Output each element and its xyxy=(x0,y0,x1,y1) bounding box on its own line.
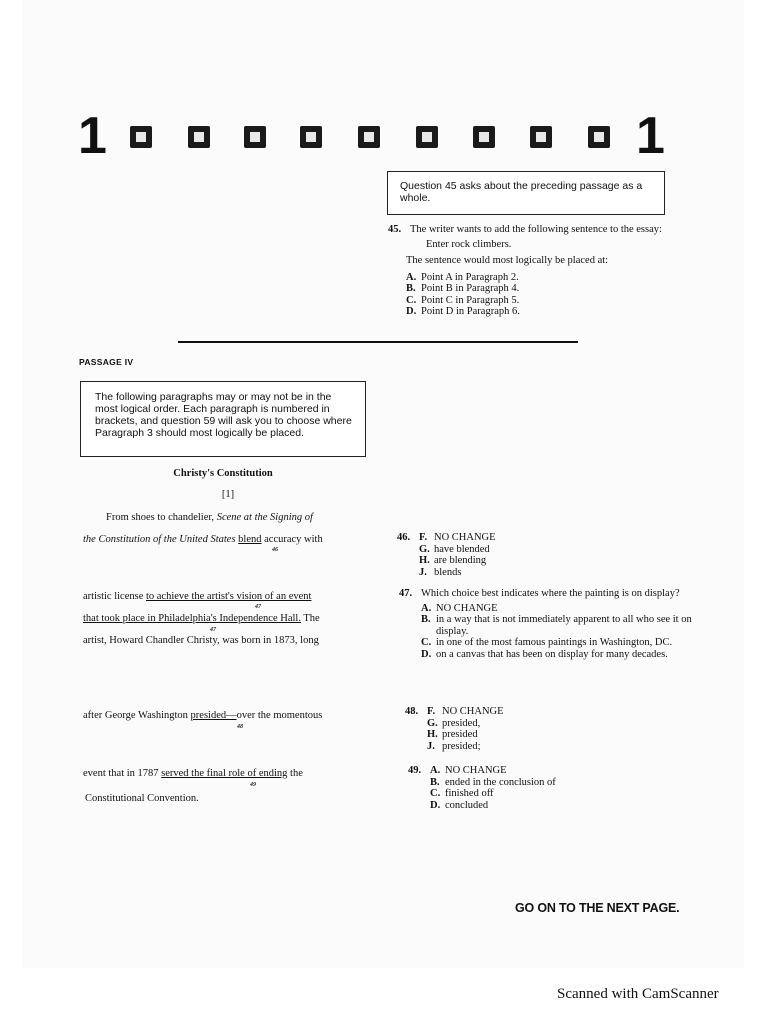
answer-option[interactable] xyxy=(421,637,694,649)
option-letter: F. xyxy=(427,706,436,717)
underlined-portion-49[interactable]: served the final role of ending xyxy=(161,768,288,779)
q45-options xyxy=(406,272,673,318)
header-square-icon xyxy=(130,126,152,148)
marker-49: 49 xyxy=(250,782,256,788)
marker-48: 48 xyxy=(237,724,243,730)
option-text: have blended xyxy=(434,543,490,555)
option-letter: A. xyxy=(406,271,417,283)
answer-option[interactable] xyxy=(419,555,687,567)
section-number-right: 1 xyxy=(636,107,665,165)
option-letter: J. xyxy=(419,566,427,578)
answer-option[interactable] xyxy=(419,567,687,579)
answer-option[interactable] xyxy=(406,295,673,307)
paragraph-number: [1] xyxy=(221,489,235,500)
answer-option[interactable] xyxy=(419,532,687,544)
painting-title-part: Scene at the Signing of xyxy=(216,512,313,523)
option-text: NO CHANGE xyxy=(445,765,507,776)
q45-note-text: Question 45 asks about the preceding passage as a whole. xyxy=(400,180,643,204)
option-letter: G. xyxy=(427,717,438,729)
answer-option[interactable] xyxy=(421,614,694,637)
marker-46: 46 xyxy=(272,547,278,553)
section-divider xyxy=(178,341,578,343)
passage-text: artistic license xyxy=(83,591,146,602)
answer-option[interactable] xyxy=(430,788,688,800)
passage-instructions-box xyxy=(80,381,366,457)
passage-text: The xyxy=(300,613,320,624)
option-text: NO CHANGE xyxy=(442,706,504,717)
answer-option[interactable] xyxy=(406,283,673,295)
passage-text: accuracy with xyxy=(261,534,323,545)
answer-option[interactable] xyxy=(427,741,685,753)
answer-option[interactable] xyxy=(430,765,688,777)
option-text: blends xyxy=(434,566,462,578)
q45-quote: Enter rock climbers. xyxy=(426,238,512,250)
go-on-next-page: GO ON TO THE NEXT PAGE. xyxy=(515,901,680,915)
option-text: Point C in Paragraph 5. xyxy=(421,294,520,306)
option-text: NO CHANGE xyxy=(436,602,498,614)
underlined-portion-47[interactable]: that took place in Philadelphia's Independence Hall. xyxy=(83,613,301,624)
passage-text: event that in 1787 xyxy=(83,768,162,779)
underlined-portion-46[interactable]: blend xyxy=(238,534,262,545)
passage-title: Christy's Constitution xyxy=(173,468,273,479)
option-letter: H. xyxy=(419,555,430,566)
passage-line xyxy=(83,613,320,625)
answer-option[interactable] xyxy=(427,718,685,730)
passage-text: after George Washington xyxy=(83,710,191,721)
question-45 xyxy=(388,224,673,318)
answer-option[interactable] xyxy=(430,800,688,812)
question-number: 47. xyxy=(399,588,413,599)
q45-prompt: The sentence would most logically be placed at: xyxy=(406,255,609,266)
option-text: presided xyxy=(442,729,478,740)
header-square-icon xyxy=(300,126,322,148)
question-number: 45. xyxy=(388,224,402,235)
option-letter: G. xyxy=(419,543,430,555)
marker-47: 47 xyxy=(210,627,216,633)
option-text: ended in the conclusion of xyxy=(445,776,556,788)
option-letter: H. xyxy=(427,729,438,740)
answer-option[interactable] xyxy=(406,306,673,318)
option-text: Point B in Paragraph 4. xyxy=(421,283,520,294)
question-number: 49. xyxy=(408,765,422,776)
passage-line xyxy=(83,768,303,780)
question-number: 48. xyxy=(405,706,419,717)
question-46 xyxy=(397,532,687,578)
option-letter: D. xyxy=(430,799,441,811)
option-text: finished off xyxy=(445,788,494,799)
answer-option[interactable] xyxy=(421,603,694,615)
question-47 xyxy=(399,588,694,660)
header-square-icon xyxy=(588,126,610,148)
header-square-icon xyxy=(358,126,380,148)
section-number-left: 1 xyxy=(78,107,107,165)
option-letter: J. xyxy=(427,740,435,752)
passage-text: From shoes to chandelier, xyxy=(106,512,217,523)
marker-47: 47 xyxy=(255,604,261,610)
section-header xyxy=(78,107,665,165)
question-stem: The writer wants to add the following sentence to the essay: xyxy=(410,224,662,235)
option-letter: F. xyxy=(419,532,428,543)
header-square-icon xyxy=(244,126,266,148)
underlined-portion-47[interactable]: to achieve the artist's vision of an event xyxy=(145,591,312,602)
question-48 xyxy=(405,706,685,752)
header-square-icon xyxy=(416,126,438,148)
option-letter: B. xyxy=(421,614,431,625)
passage-line xyxy=(83,534,323,546)
header-square-icon xyxy=(188,126,210,148)
option-text: in one of the most famous paintings in Washington, DC. xyxy=(436,637,673,648)
passage-label: PASSAGE IV xyxy=(79,357,134,367)
passage-line: artist, Howard Chandler Christy, was born in 1873, long xyxy=(83,635,319,646)
answer-option[interactable] xyxy=(419,544,687,556)
painting-title-part: the Constitution of the United States xyxy=(83,534,236,545)
answer-option[interactable] xyxy=(427,706,685,718)
option-letter: D. xyxy=(421,648,432,660)
passage-line xyxy=(106,512,313,524)
option-text: concluded xyxy=(445,799,489,811)
option-letter: A. xyxy=(430,765,441,776)
option-letter: D. xyxy=(406,306,417,317)
option-letter: A. xyxy=(421,602,432,614)
option-letter: C. xyxy=(406,294,417,306)
passage-line xyxy=(83,591,311,603)
option-text: Point D in Paragraph 6. xyxy=(421,306,520,317)
passage-instructions: The following paragraphs may or may not be in the most logical order. Each paragraph is numbered in brackets, and question 59 will ask you to choose where Paragraph 3 should most logically be placed. xyxy=(95,391,352,439)
option-letter: C. xyxy=(430,788,441,799)
answer-option[interactable] xyxy=(427,729,685,741)
option-text: presided, xyxy=(442,717,481,729)
passage-line xyxy=(83,710,322,722)
question-49 xyxy=(408,765,688,811)
camscanner-watermark: Scanned with CamScanner xyxy=(557,986,719,1002)
option-text: NO CHANGE xyxy=(434,532,496,543)
passage-text: over the momentous xyxy=(236,710,323,721)
answer-option[interactable] xyxy=(406,272,673,284)
option-letter: B. xyxy=(406,283,416,294)
header-square-icon xyxy=(473,126,495,148)
passage-line: Constitutional Convention. xyxy=(85,793,199,804)
option-letter: B. xyxy=(430,776,440,788)
option-text: in a way that is not immediately apparent to all who see it on display. xyxy=(436,614,692,637)
option-text: on a canvas that has been on display for many decades. xyxy=(436,648,668,660)
header-square-icon xyxy=(530,126,552,148)
passage-text: the xyxy=(287,768,303,779)
q45-note-box xyxy=(387,171,665,215)
option-letter: C. xyxy=(421,637,432,648)
answer-option[interactable] xyxy=(421,649,694,661)
option-text: Point A in Paragraph 2. xyxy=(421,271,519,283)
question-number: 46. xyxy=(397,532,411,543)
option-text: presided; xyxy=(442,740,481,752)
question-stem: Which choice best indicates where the painting is on display? xyxy=(421,588,680,599)
option-text: are blending xyxy=(434,555,487,566)
answer-option[interactable] xyxy=(430,777,688,789)
underlined-portion-48[interactable]: presided— xyxy=(190,710,237,721)
